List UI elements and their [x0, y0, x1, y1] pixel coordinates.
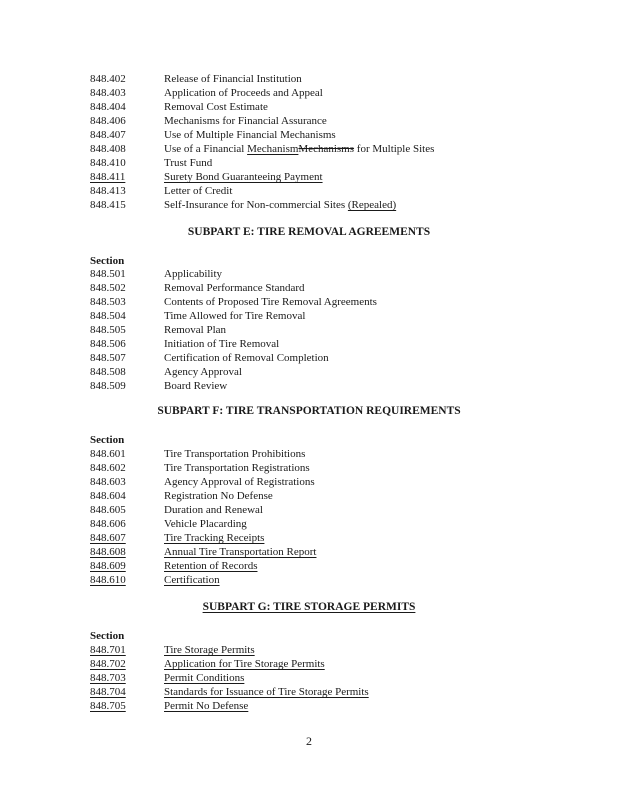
section-number: 848.410 — [90, 157, 126, 169]
section-title: Permit Conditions — [164, 672, 245, 684]
section-number: 848.504 — [90, 310, 126, 322]
toc-row — [0, 351, 618, 365]
toc-row — [0, 198, 618, 212]
section-number: 848.501 — [90, 268, 126, 280]
section-number: 848.703 — [90, 672, 126, 684]
section-number: 848.602 — [90, 462, 126, 474]
section-title: Initiation of Tire Removal — [164, 338, 280, 350]
section-title: Board Review — [164, 380, 228, 392]
section-title: Retention of Records — [164, 560, 258, 572]
toc-row — [0, 128, 618, 142]
toc-row — [0, 281, 618, 295]
section-number: 848.509 — [90, 380, 126, 392]
toc-row — [0, 142, 618, 156]
section-number: 848.609 — [90, 560, 126, 572]
subpart-e-heading: SUBPART E: TIRE REMOVAL AGREEMENTS — [187, 226, 431, 238]
section-number: 848.403 — [90, 87, 126, 99]
section-title: Use of Multiple Financial Mechanisms — [164, 129, 336, 141]
toc-row — [0, 461, 618, 475]
toc-row — [0, 156, 618, 170]
subpart-f-heading: SUBPART F: TIRE TRANSPORTATION REQUIREMENTS — [157, 405, 461, 417]
section-number: 848.507 — [90, 352, 126, 364]
section-number: 848.407 — [90, 129, 126, 141]
title-text: Self-Insurance for Non-commercial Sites — [164, 199, 348, 211]
section-title: Application of Proceeds and Appeal — [164, 87, 323, 99]
toc-row — [0, 671, 618, 685]
section-title: Vehicle Placarding — [164, 518, 247, 530]
section-title: Removal Cost Estimate — [164, 101, 268, 113]
section-number: 848.605 — [90, 504, 126, 516]
section-title: Removal Performance Standard — [164, 282, 305, 294]
section-column-label: Section — [90, 434, 125, 446]
section-title: Certification of Removal Completion — [164, 352, 329, 364]
section-number: 848.607 — [90, 532, 126, 544]
deleted-text: Mechanisms — [298, 143, 355, 155]
section-title: Applicability — [164, 268, 223, 280]
toc-row — [0, 337, 618, 351]
section-number: 848.402 — [90, 73, 126, 85]
section-title: Certification — [164, 574, 220, 586]
toc-row — [0, 323, 618, 337]
section-title: Agency Approval — [164, 366, 242, 378]
section-number: 848.415 — [90, 199, 126, 211]
section-title — [164, 198, 396, 212]
inserted-text: Mechanism — [247, 143, 299, 155]
section-title: Time Allowed for Tire Removal — [164, 310, 306, 322]
section-number: 848.505 — [90, 324, 126, 336]
toc-row — [0, 309, 618, 323]
toc-row — [0, 170, 618, 184]
toc-row — [0, 517, 618, 531]
section-number: 848.411 — [90, 171, 126, 183]
section-number: 848.413 — [90, 185, 126, 197]
section-number: 848.705 — [90, 700, 126, 712]
section-title: Trust Fund — [164, 157, 213, 169]
toc-row — [0, 699, 618, 713]
toc-row — [0, 295, 618, 309]
toc-row — [0, 503, 618, 517]
toc-row — [0, 86, 618, 100]
section-number: 848.508 — [90, 366, 126, 378]
section-number: 848.610 — [90, 574, 126, 586]
section-number: 848.601 — [90, 448, 126, 460]
section-number: 848.506 — [90, 338, 126, 350]
section-title: Removal Plan — [164, 324, 227, 336]
section-number: 848.404 — [90, 101, 126, 113]
toc-row — [0, 379, 618, 393]
toc-row — [0, 267, 618, 281]
toc-row — [0, 489, 618, 503]
section-title: Tire Transportation Prohibitions — [164, 448, 306, 460]
page-number: 2 — [306, 734, 312, 748]
section-number: 848.604 — [90, 490, 126, 502]
section-title: Mechanisms for Financial Assurance — [164, 115, 327, 127]
section-title: Annual Tire Transportation Report — [164, 546, 317, 558]
section-title: Agency Approval of Registrations — [164, 476, 315, 488]
section-title: Duration and Renewal — [164, 504, 263, 516]
section-number: 848.606 — [90, 518, 126, 530]
title-text: Use of a Financial — [164, 143, 248, 155]
section-title: Permit No Defense — [164, 700, 249, 712]
title-text: for Multiple Sites — [354, 143, 435, 155]
section-title: Release of Financial Institution — [164, 73, 302, 85]
toc-row — [0, 475, 618, 489]
section-title: Registration No Defense — [164, 490, 273, 502]
toc-row — [0, 72, 618, 86]
section-title: Surety Bond Guaranteeing Payment — [164, 171, 323, 183]
section-number: 848.702 — [90, 658, 126, 670]
toc-row — [0, 545, 618, 559]
toc-row — [0, 643, 618, 657]
section-title: Tire Storage Permits — [164, 644, 255, 656]
toc-row — [0, 447, 618, 461]
toc-row — [0, 114, 618, 128]
section-title: Tire Tracking Receipts — [164, 532, 265, 544]
section-number: 848.408 — [90, 143, 126, 155]
section-title: Application for Tire Storage Permits — [164, 658, 325, 670]
inserted-text: (Repealed) — [347, 199, 397, 211]
section-number: 848.603 — [90, 476, 126, 488]
toc-row — [0, 184, 618, 198]
section-column-label: Section — [90, 255, 125, 267]
section-number: 848.704 — [90, 686, 126, 698]
section-number: 848.502 — [90, 282, 126, 294]
section-title: Tire Transportation Registrations — [164, 462, 310, 474]
section-title: Contents of Proposed Tire Removal Agreements — [164, 296, 377, 308]
toc-row — [0, 531, 618, 545]
section-number: 848.406 — [90, 115, 126, 127]
toc-row — [0, 685, 618, 699]
section-title: Standards for Issuance of Tire Storage Permits — [164, 686, 369, 698]
section-title — [164, 142, 434, 156]
section-number: 848.701 — [90, 644, 126, 656]
section-column-label: Section — [90, 630, 125, 642]
toc-row — [0, 657, 618, 671]
section-number: 848.608 — [90, 546, 126, 558]
toc-row — [0, 559, 618, 573]
toc-row — [0, 573, 618, 587]
toc-row — [0, 365, 618, 379]
toc-row — [0, 100, 618, 114]
subpart-g-heading: SUBPART G: TIRE STORAGE PERMITS — [202, 601, 416, 613]
section-number: 848.503 — [90, 296, 126, 308]
section-title: Letter of Credit — [164, 185, 233, 197]
